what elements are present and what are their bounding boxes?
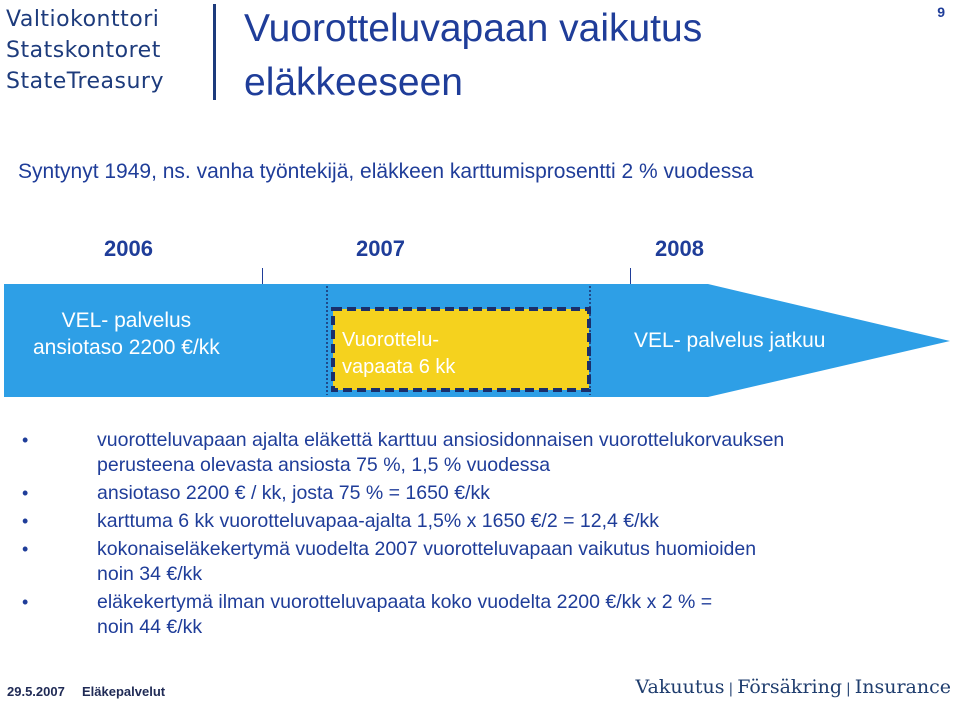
bullet-item — [0, 428, 959, 478]
leave-period-label — [342, 327, 455, 381]
leave-period-line1: Vuorottelu- — [342, 329, 440, 351]
brand-word-en: Insurance — [854, 676, 951, 698]
segment-2006-line2: ansiotaso 2200 €/kk — [33, 336, 220, 359]
year-label-2006: 2006 — [104, 236, 153, 261]
bullet-text-line1: kokonaiseläkekertymä vuodelta 2007 vuorotteluvapaan vaikutus huomioiden — [97, 538, 757, 560]
year-label-2008: 2008 — [655, 236, 704, 261]
page-number: 9 — [937, 4, 945, 20]
brand-word-sv: Försäkring — [737, 676, 843, 698]
treasury-logo — [6, 4, 196, 97]
bullet-dot-icon: • — [22, 483, 29, 503]
bullet-text-line1: ansiotaso 2200 € / kk, josta 75 % = 1650 €/kk — [97, 482, 490, 504]
bullet-item — [0, 481, 959, 506]
leave-period-line2: vapaata 6 kk — [342, 356, 456, 378]
logo-line-fi: Valtiokonttori — [6, 7, 160, 32]
bullet-list — [0, 428, 959, 641]
brand-separator: | — [728, 681, 734, 697]
footer-unit: Eläkepalvelut — [82, 684, 166, 699]
brand-word-fi: Vakuutus — [635, 676, 725, 698]
bullet-dot-icon: • — [22, 511, 29, 531]
bullet-dot-icon: • — [22, 430, 29, 450]
brand-separator: | — [846, 681, 851, 697]
bullet-text-line1: vuorotteluvapaan ajalta eläkettä karttuu ansiosidonnaisen vuorottelukorvauksen — [97, 429, 785, 451]
logo-divider — [213, 4, 216, 100]
segment-2008-label: VEL- palvelus jatkuu — [634, 329, 826, 352]
year-label-2007: 2007 — [356, 236, 405, 261]
slide-title: Vuorotteluvapaan vaikutus eläkkeeseen — [244, 7, 703, 104]
logo-line-sv: Statskontoret — [6, 38, 161, 63]
bullet-text-line1: eläkekertymä ilman vuorotteluvapaata koko vuodelta 2200 €/kk x 2 % = — [97, 591, 713, 613]
bullet-text-line1: karttuma 6 kk vuorotteluvapaa-ajalta 1,5% x 1650 €/2 = 12,4 €/kk — [97, 510, 660, 532]
footer-brand-logo — [636, 676, 951, 698]
bullet-dot-icon: • — [22, 539, 29, 559]
bullet-text-line2: noin 34 €/kk — [97, 563, 203, 585]
bullet-item — [0, 509, 959, 534]
segment-2006-label — [33, 307, 220, 361]
slide-subtitle: Syntynyt 1949, ns. vanha työntekijä, eläkkeen karttumisprosentti 2 % vuodessa — [18, 160, 754, 183]
bullet-item — [0, 590, 959, 640]
logo-line-en: StateTreasury — [6, 69, 164, 94]
bullet-text-line2: noin 44 €/kk — [97, 616, 203, 638]
bullet-item — [0, 537, 959, 587]
segment-2006-line1: VEL- palvelus — [61, 309, 192, 332]
footer-date: 29.5.2007 — [7, 684, 65, 699]
bullet-text-line2: perusteena olevasta ansiosta 75 %, 1,5 % vuodessa — [97, 454, 551, 476]
bullet-dot-icon: • — [22, 592, 29, 612]
